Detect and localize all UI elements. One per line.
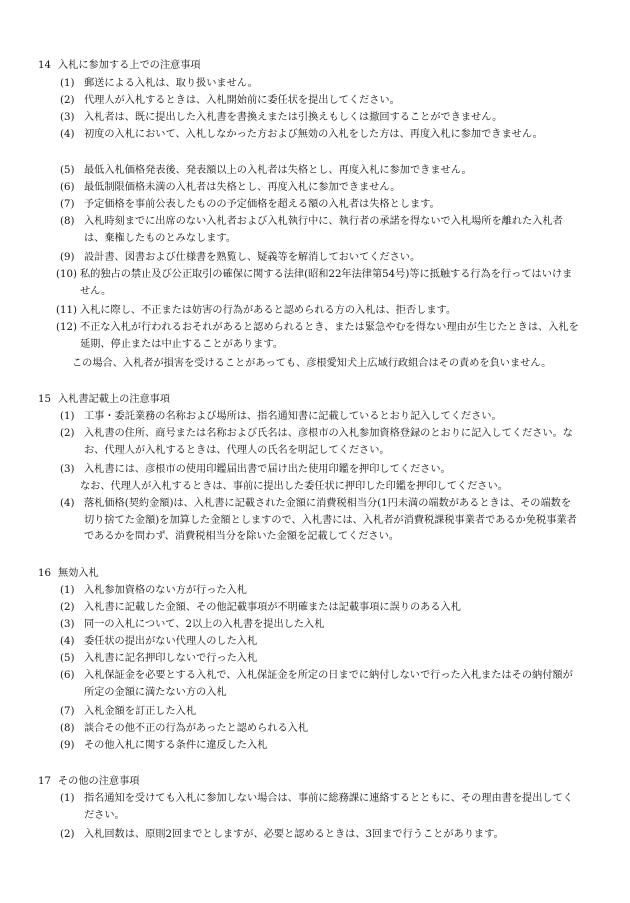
list-item: (5) 入札書に記名押印しないで行った入札 — [60, 653, 258, 664]
list-item: (5) 最低入札価格発表後、発表額以上の入札者は失格とし、再度入札に参加できません。 — [60, 165, 472, 176]
section-heading: 17 その他の注意事項 — [38, 776, 140, 787]
list-item: (7) 入札金額を訂正した入札 — [60, 706, 197, 717]
list-item: (10) 私的独占の禁止及び公正取引の確保に関する法律(昭和22年法律第54号)等に抵触する行為を行ってはいけません。 — [56, 269, 573, 297]
section-heading: 14 入札に参加する上での注意事項 — [38, 60, 201, 71]
section-heading: 15 入札書記載上の注意事項 — [38, 394, 171, 405]
list-item: (8) 談合その他不正の行為があったと認められる入札 — [60, 723, 309, 734]
section-note: この場合、入札者が損害を受けることがあっても、彦根愛知犬上広域行政組合はその責めを負いません。 — [72, 358, 552, 369]
list-item: (6) 入札保証金を必要とする入札で、入札保証金を所定の日までに納付しないで行った入札またはその納付額が所定の金額に満たない方の入札 — [60, 670, 573, 698]
list-item: (1) 入札参加資格のない方が行った入札 — [60, 585, 247, 596]
list-item: (9) その他入札に関する条件に違反した入札 — [60, 740, 268, 751]
list-item: (9) 設計書、図書および仕様書を熟覧し、疑義等を解消しておいてください。 — [60, 252, 421, 263]
list-item: (4) 落札価格(契約金額)は、入札書に記載された金額に消費税相当分(1円未満の端数があるときは、その端数を切り捨てた金額)を加算した金額としますので、入札書には、入札者が消費税課税事業者であるか免税事業者であるかを問わず、消費税相当分を除いた金額を記載してください。 — [60, 498, 577, 543]
list-item: (3) 入札者は、既に提出した入札書を書換えまたは引換えもしくは撤回することができません。 — [60, 112, 503, 123]
list-item: (4) 初度の入札において、入札しなかった方および無効の入札をした方は、再度入札に参加できません。 — [60, 129, 543, 140]
list-item: (1) 指名通知を受けても入札に参加しない場合は、事前に総務課に連絡するとともに、その理由書を提出してください。 — [60, 793, 573, 821]
list-item: (1) 郵送による入札は、取り扱いません。 — [60, 78, 258, 89]
list-item: (6) 最低制限価格未満の入札者は失格とし、再度入札に参加できません。 — [60, 182, 401, 193]
list-item: (7) 予定価格を事前公表したものの予定価格を超える額の入札者は失格とします。 — [60, 199, 440, 210]
list-item: (3) 入札書には、彦根市の使用印鑑届出書で届け出た使用印鑑を押印してください。 — [60, 464, 451, 475]
list-item: (2) 入札書に記載した金額、その他記載事項が不明確または記載事項に誤りのある入札 — [60, 602, 461, 613]
section-note: なお、代理人が入札するときは、事前に提出した委任状に押印した印鑑を押印してください。 — [80, 481, 508, 492]
list-item: (2) 入札書の住所、商号または名称および氏名は、彦根市の入札参加資格登録のとおりに記入してください。なお、代理人が入札するときは、代理人の氏名を明記してください。 — [60, 428, 573, 456]
list-item: (2) 入札回数は、原則2回までとしますが、必要と認めるときは、3回まで行うことがあります。 — [60, 829, 504, 840]
list-item: (3) 同一の入札について、2以上の入札書を提出した入札 — [60, 619, 325, 630]
list-item: (1) 工事・委託業務の名称および場所は、指名通知書に記載しているとおり記入してください。 — [60, 411, 502, 422]
list-item: (12) 不正な入札が行われるおそれがあると認められるとき、または緊急やむを得ない理由が生じたときは、入札を延期、停止または中止することがあります。 — [56, 322, 579, 350]
list-item: (8) 入札時刻までに出席のない入札者および入札執行中に、執行者の承諾を得ないで入札場所を離れた入札者は、棄権したものとみなします。 — [60, 216, 563, 244]
section-heading: 16 無効入札 — [38, 568, 99, 579]
list-item: (11) 入札に際し、不正または妨害の行為があると認められる方の入札は、拒否します。 — [56, 305, 457, 316]
list-item: (2) 代理人が入札するときは、入札開始前に委任状を提出してください。 — [60, 95, 400, 106]
list-item: (4) 委任状の提出がない代理人のした入札 — [60, 636, 258, 647]
